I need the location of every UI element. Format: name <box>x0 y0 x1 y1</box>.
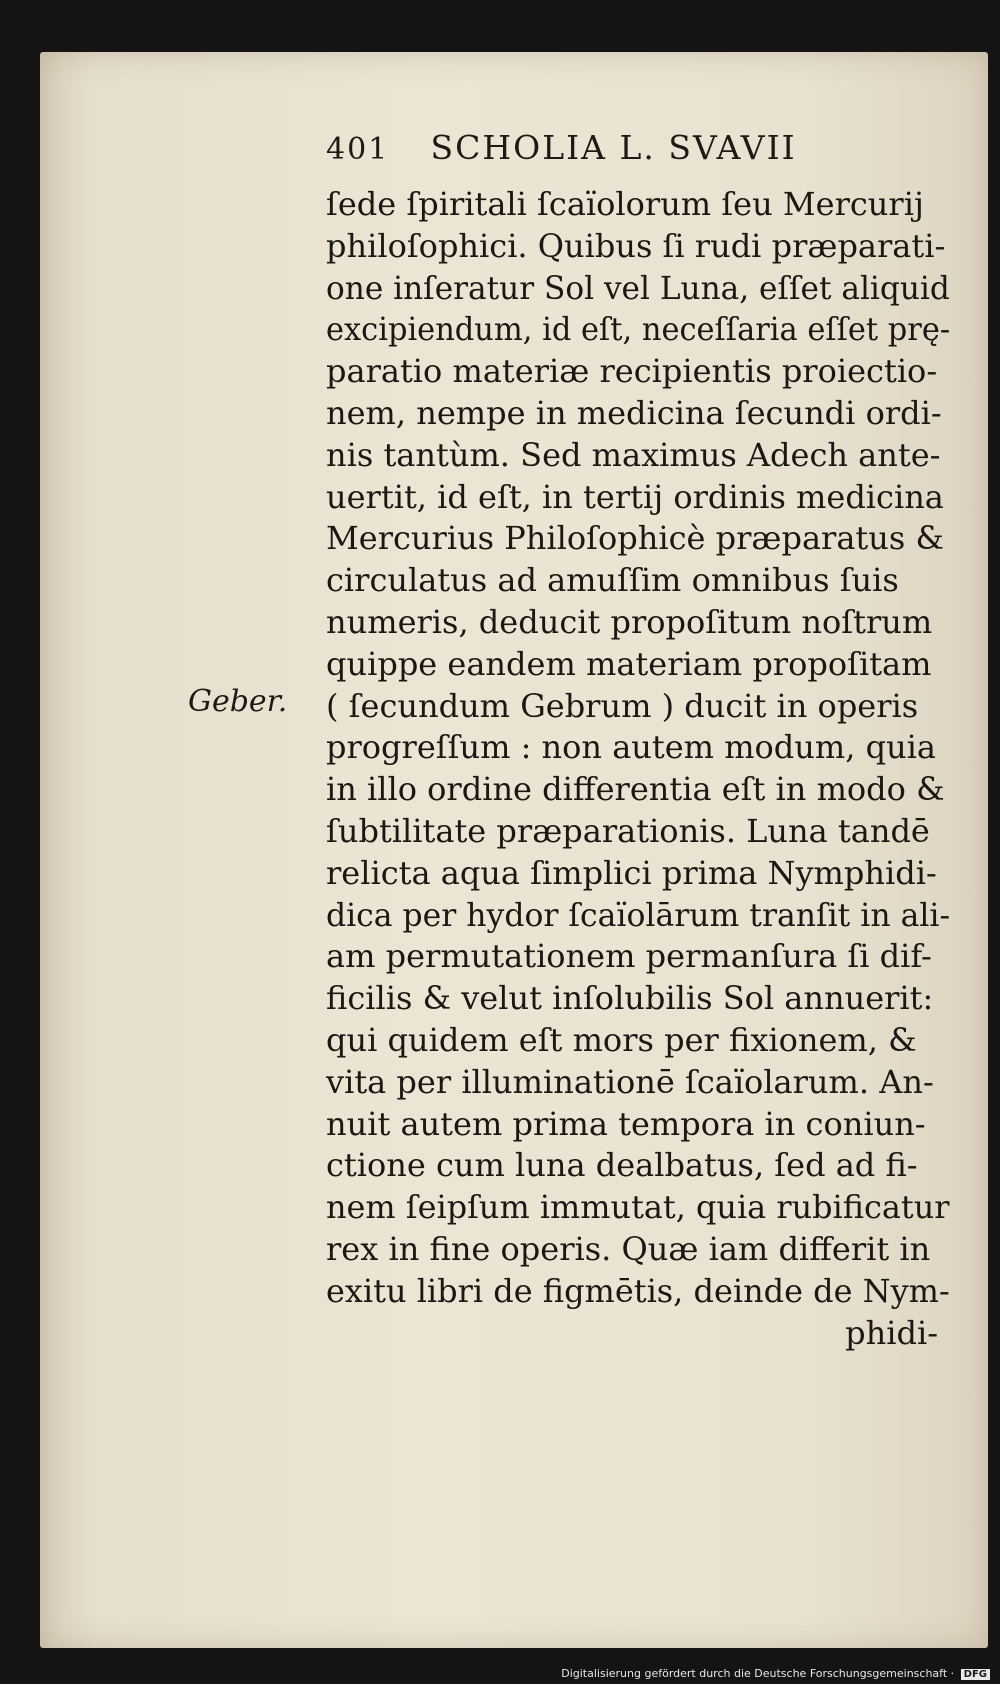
text-line: philoſophici. Quibus ſi rudi præparati- <box>326 226 946 265</box>
text-line: vita per illuminationē ſcaïolarum. An- <box>326 1062 934 1101</box>
text-line: ſede ſpiritali ſcaïolorum ſeu Mercurij <box>326 185 924 223</box>
text-line: quippe eandem materiam propoſitam <box>326 644 932 683</box>
text-line: in illo ordine differentia eſt in modo & <box>326 770 945 809</box>
text-line: ficilis & velut inſolubilis Sol annuerit: <box>326 979 934 1018</box>
text-line: ſubtilitate præparationis. Luna tandē <box>326 811 930 850</box>
text-line: qui quidem eſt mors per fixionem, & <box>326 1020 917 1059</box>
text-line: ctione cum luna dealbatus, ſed ad fi- <box>326 1146 918 1185</box>
catchword: phidi- <box>845 1314 938 1352</box>
text-line: nuit autem prima tempora in coniun- <box>326 1104 926 1143</box>
text-line: circulatus ad amuſſim omnibus ſuis <box>326 561 899 600</box>
text-line: am permutationem permanſura ſi dif- <box>326 937 932 976</box>
text-line: paratio materiæ recipientis proiectio- <box>326 352 938 391</box>
text-line: relicta aqua ſimplici prima Nymphidi- <box>326 853 937 892</box>
digitization-footer <box>561 1667 990 1680</box>
text-line: ( ſecundum Gebrum ) ducit in operis <box>326 686 919 725</box>
text-line: excipiendum, id eſt, neceſſaria eſſet prę- <box>326 310 950 349</box>
page-number: 401 <box>326 132 390 167</box>
text-line: uertit, id eſt, in tertij ordinis medicina <box>326 477 944 516</box>
text-line: nem ſeipſum immutat, quia rubificatur <box>326 1188 950 1227</box>
margin-note: Geber. <box>188 684 288 719</box>
text-line: exitu libri de figmētis, deinde de Nym- <box>326 1271 950 1310</box>
running-title: SCHOLIA L. SVAVII <box>430 128 797 167</box>
text-line: nem, nempe in medicina ſecundi ordi- <box>326 393 942 432</box>
footer-credit: Digitalisierung gefördert durch die Deutsche Forschungsgemeinschaft · <box>561 1667 955 1680</box>
dfg-logo: DFG <box>961 1669 990 1680</box>
body-text <box>326 184 950 1313</box>
text-line: one inſeratur Sol vel Luna, eſſet aliquid <box>326 268 950 307</box>
text-line: dica per hydor ſcaïolārum tranſit in ali- <box>326 895 950 934</box>
text-line: Mercurius Philoſophicè præparatus & <box>326 519 944 558</box>
page-header <box>326 128 946 178</box>
text-line: numeris, deducit propoſitum noſtrum <box>326 602 933 641</box>
text-line: progreſſum : non autem modum, quia <box>326 728 936 767</box>
text-line: nis tantùm. Sed maximus Adech ante- <box>326 435 941 474</box>
text-line: rex in fine operis. Quæ iam differit in <box>326 1229 931 1268</box>
